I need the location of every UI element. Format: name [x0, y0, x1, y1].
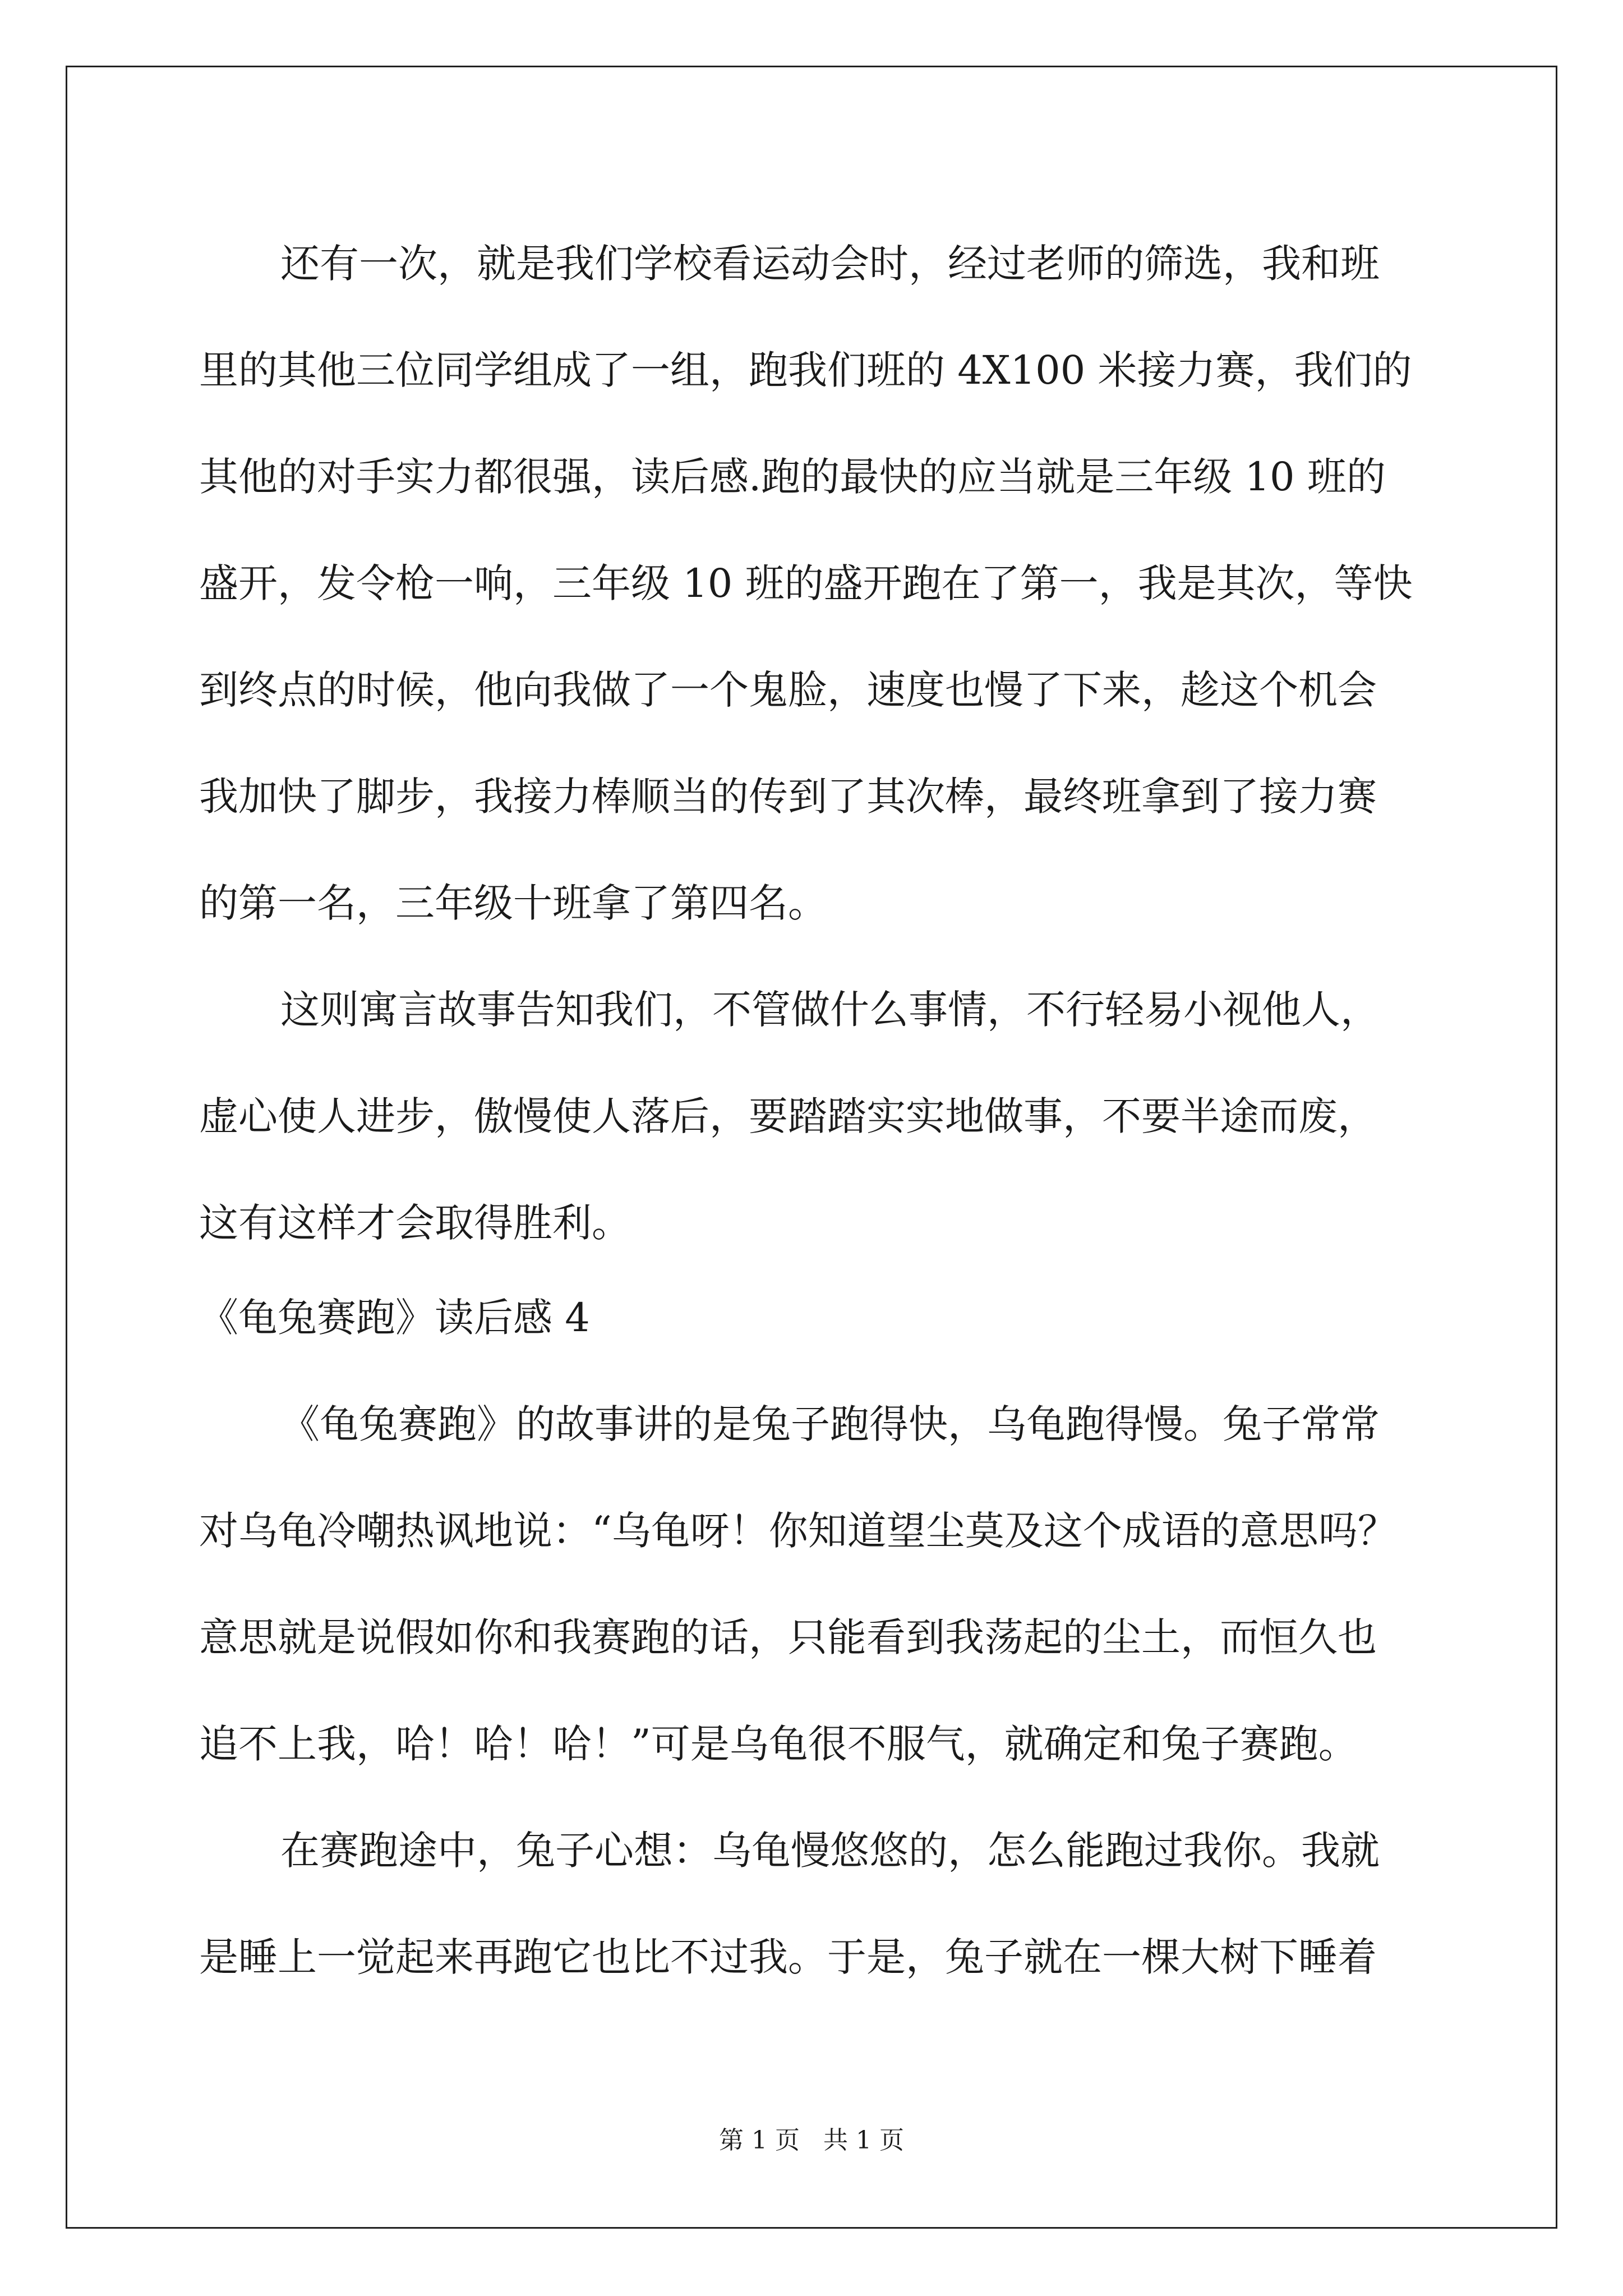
paragraph-race-middle [199, 1797, 1467, 2010]
page-footer: 第 1 页 共 1 页 [719, 2126, 904, 2155]
text-line: 里的其他三位同学组成了一组，跑我们班的 4X100 米接力赛，我们的 [199, 347, 1412, 393]
text-line: 是睡上一觉起来再跑它也比不过我。于是，兔子就在一棵大树下睡着 [199, 1934, 1377, 1980]
text-line: 虚心使人进步，傲慢使人落后，要踏踏实实地做事，不要半途而废， [199, 1093, 1377, 1139]
text-line: 《龟兔赛跑》的故事讲的是兔子跑得快，乌龟跑得慢。兔子常常 [280, 1401, 1380, 1447]
text-line: 意思就是说假如你和我赛跑的话，只能看到我荡起的尘土，而恒久也 [199, 1614, 1377, 1660]
text-line: 的第一名，三年级十班拿了第四名。 [199, 880, 827, 926]
text-line: 在赛跑途中，兔子心想：乌龟慢悠悠的，怎么能跑过我你。我就 [280, 1828, 1380, 1874]
paragraph-relay-race [199, 210, 1467, 956]
document-body-top [199, 210, 1467, 1276]
document-body-bottom [199, 1371, 1467, 2010]
text-line: 对乌龟冷嘲热讽地说：“乌龟呀！你知道望尘莫及这个成语的意思吗？ [199, 1508, 1397, 1554]
paragraph-story-intro [199, 1371, 1467, 1797]
text-line: 还有一次，就是我们学校看运动会时，经过老师的筛选，我和班 [280, 241, 1380, 287]
paragraph-moral [199, 956, 1467, 1276]
text-line: 这有这样才会取得胜利。 [199, 1200, 631, 1246]
section-heading: 《龟兔赛跑》读后感 4 [199, 1295, 590, 1341]
text-line: 到终点的时候，他向我做了一个鬼脸，速度也慢了下来，趁这个机会 [199, 667, 1377, 713]
text-line: 追不上我，哈！哈！哈！”可是乌龟很不服气，就确定和兔子赛跑。 [199, 1721, 1358, 1767]
text-line: 这则寓言故事告知我们，不管做什么事情，不行轻易小视他人， [280, 987, 1380, 1033]
text-line: 盛开，发令枪一响，三年级 10 班的盛开跑在了第一，我是其次，等快 [199, 560, 1413, 606]
text-line: 其他的对手实力都很强，读后感.跑的最快的应当就是三年级 10 班的 [199, 454, 1386, 500]
text-line: 我加快了脚步，我接力棒顺当的传到了其次棒，最终班拿到了接力赛 [199, 774, 1377, 820]
